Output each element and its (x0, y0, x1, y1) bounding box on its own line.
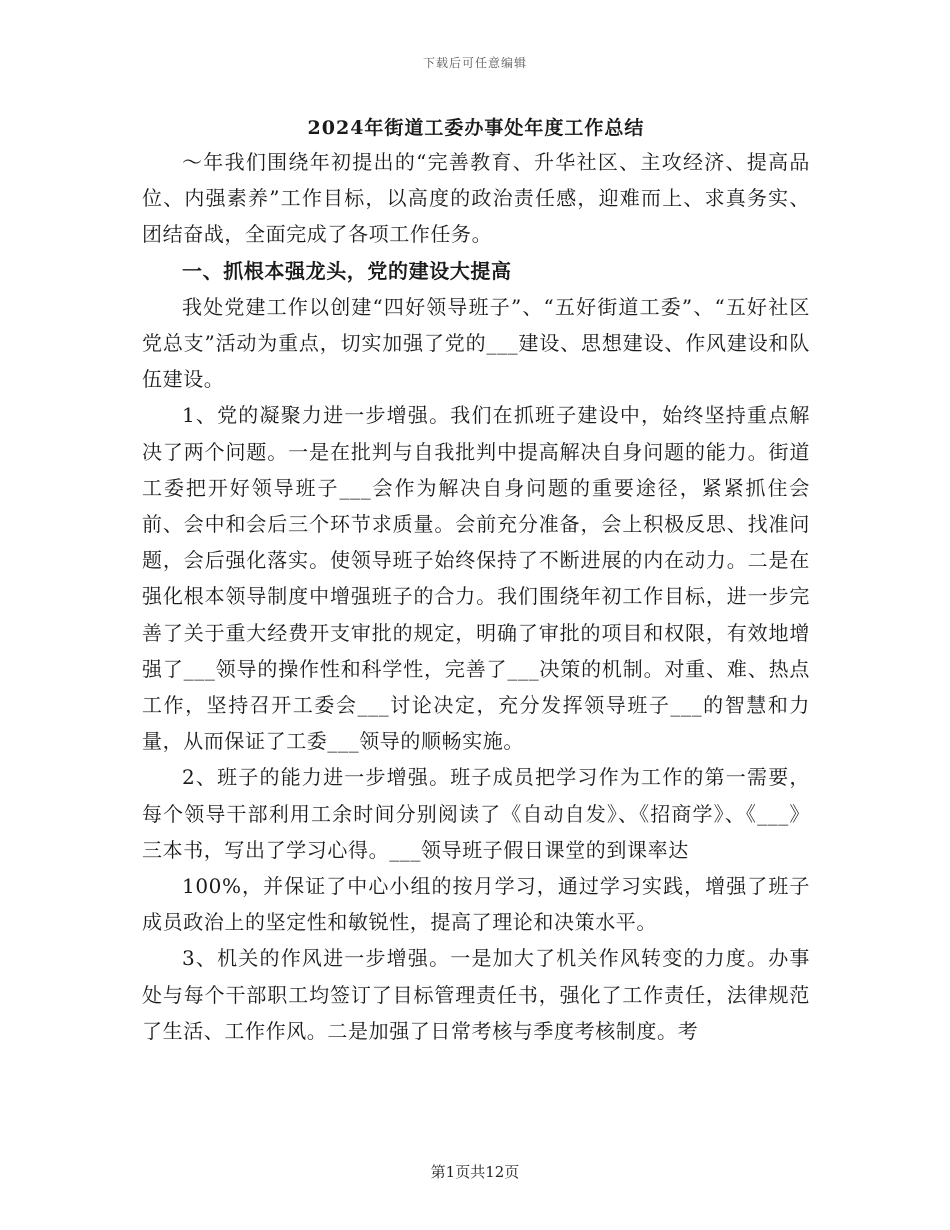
paragraph-item-3: 3、机关的作风进一步增强。一是加大了机关作风转变的力度。办事处与每个干部职工均签订了目标管理责任书，强化了工作责任，法律规范了生活、工作作风。二是加强了日常考核与季度考核制度。考 (142, 946, 810, 1043)
paragraph-item-2-cont: 100%，并保证了中心小组的按月学习，通过学习实践，增强了班子成员政治上的坚定性和敏锐性，提高了理论和决策水平。 (142, 874, 810, 935)
document-title: 2024年街道工委办事处年度工作总结 (307, 117, 645, 139)
paragraph-item-1: 1、党的凝聚力进一步增强。我们在抓班子建设中，始终坚持重点解决了两个问题。一是在批判与自我批判中提高解决自身问题的能力。街道工委把开好领导班子___会作为解决自身问题的重要途径，紧紧抓住会前、会中和会后三个环节求质量。会前充分准备，会上积极反思、找准问题，会后强化落实。使领导班子始终保持了不断进展的内在动力。二是在强化根本领导制度中增强班子的合力。我们围绕年初工作目标，进一步完善了关于重大经费开支审批的规定，明确了审批的项目和权限，有效地增强了___领导的操作性和科学性，完善了___决策的机制。对重、难、热点工作，坚持召开工委会___讨论决定，充分发挥领导班子___的智慧和力量，从而保证了工委___领导的顺畅实施。 (142, 403, 810, 754)
section-heading-1: 一、抓根本强龙头，党的建设大提高 (182, 258, 512, 283)
page-number-footer: 第1页共12页 (430, 1163, 520, 1181)
header-note: 下载后可任意编辑 (422, 56, 527, 70)
paragraph-item-2: 2、班子的能力进一步增强。班子成员把学习作为工作的第一需要，每个领导干部利用工余时间分别阅读了《自动自发》、《招商学》、《___》三本书，写出了学习心得。___领导班子假日课堂的到课率达 (142, 765, 810, 862)
paragraph-party-building: 我处党建工作以创建“四好领导班子”、“五好街道工委”、“五好社区党总支”活动为重点，切实加强了党的___建设、思想建设、作风建设和队伍建设。 (142, 294, 810, 392)
paragraph-intro: ～年我们围绕年初提出的“完善教育、升华社区、主攻经济、提高品位、内强素养”工作目标，以高度的政治责任感，迎难而上、求真务实、团结奋战，全面完成了各项工作任务。 (142, 150, 810, 247)
document-body (142, 112, 810, 1049)
